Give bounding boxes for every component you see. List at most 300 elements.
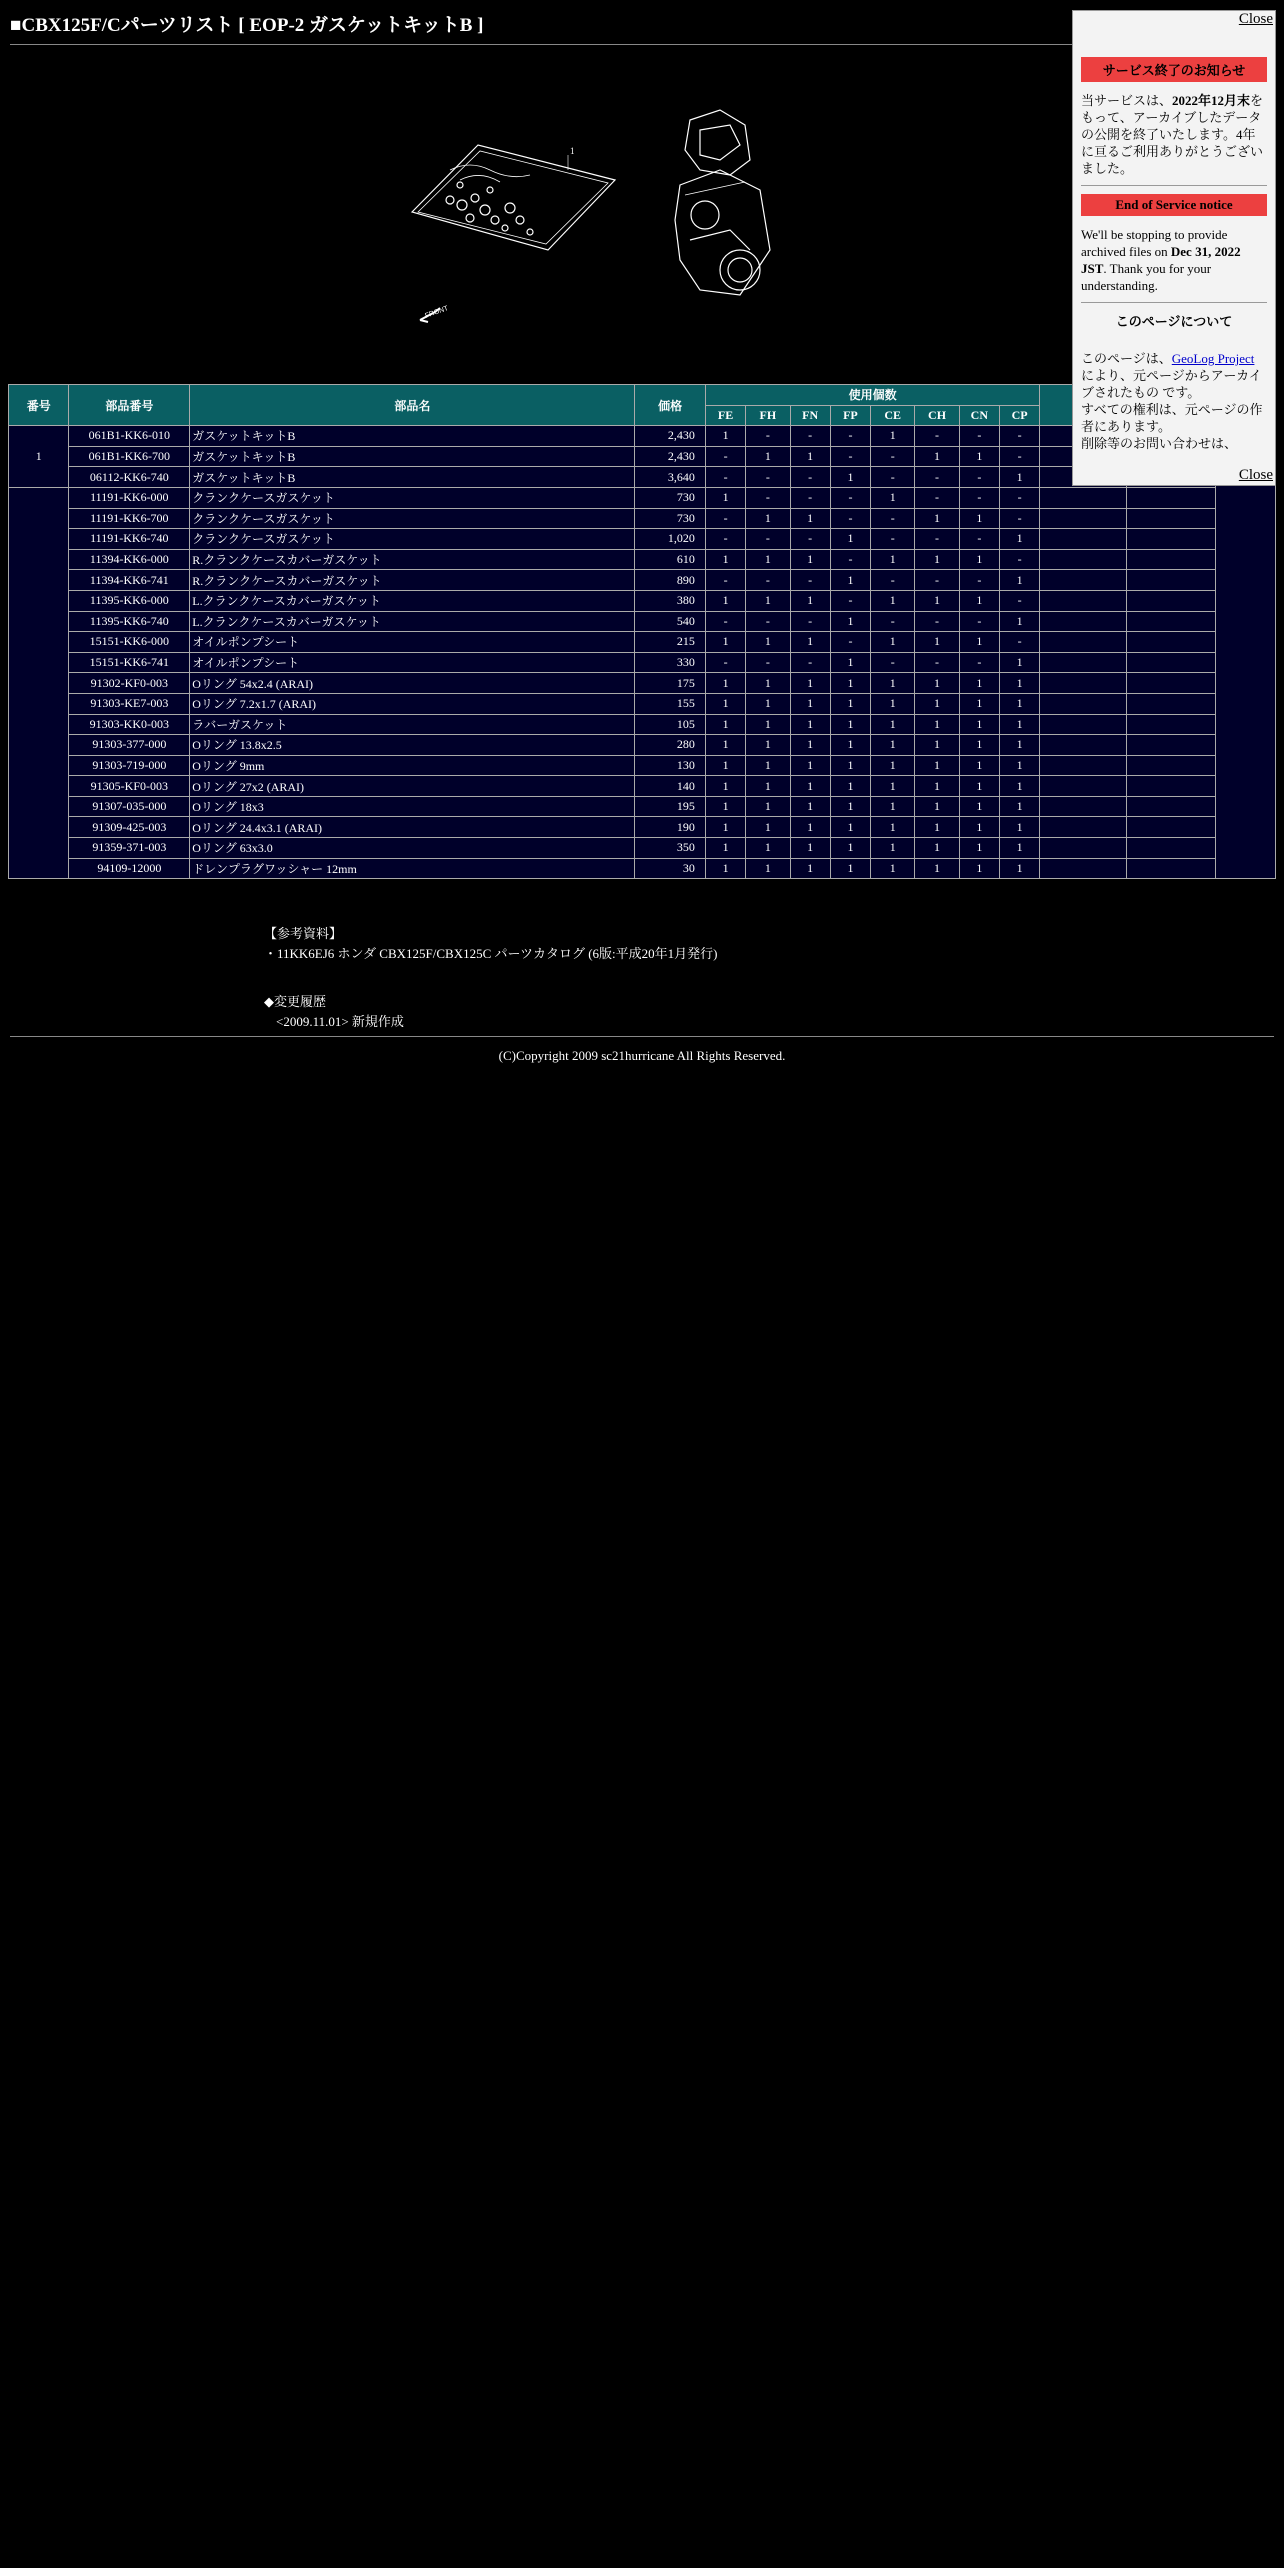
cell-qty: 1 — [746, 508, 790, 529]
cell-qty: - — [705, 508, 745, 529]
table-row — [9, 529, 1276, 550]
cell-price: 3,640 — [635, 467, 706, 488]
cell-qty: 1 — [871, 858, 915, 879]
popup-divider — [1081, 302, 1267, 303]
cell-qty: 1 — [790, 796, 830, 817]
cell-qty: - — [871, 611, 915, 632]
cell-part-number: 11395-KK6-000 — [69, 590, 190, 611]
cell-qty: - — [746, 652, 790, 673]
table-row — [9, 570, 1276, 591]
cell-price: 195 — [635, 796, 706, 817]
cell-extra — [1126, 570, 1215, 591]
cell-qty: 1 — [746, 776, 790, 797]
cell-qty: 1 — [871, 838, 915, 859]
cell-qty: 1 — [871, 693, 915, 714]
cell-qty: 1 — [871, 735, 915, 756]
cell-qty: - — [746, 467, 790, 488]
cell-part-number: 91305-KF0-003 — [69, 776, 190, 797]
geolog-link[interactable]: GeoLog Project — [1171, 351, 1255, 366]
front-arrow-label: FRONT — [424, 305, 450, 320]
cell-extra — [1126, 508, 1215, 529]
table-row — [9, 817, 1276, 838]
cell-part-number: 91303-KK0-003 — [69, 714, 190, 735]
table-row — [9, 796, 1276, 817]
cell-qty: 1 — [871, 632, 915, 653]
cell-qty: 1 — [830, 838, 870, 859]
cell-qty: - — [959, 487, 999, 508]
cell-qty: - — [871, 570, 915, 591]
cell-qty: - — [915, 487, 959, 508]
about-title: このページについて — [1115, 314, 1233, 329]
cell-qty: - — [790, 467, 830, 488]
cell-extra — [1126, 755, 1215, 776]
cell-qty: 1 — [959, 714, 999, 735]
cell-qty: 1 — [999, 838, 1039, 859]
cell-qty: 1 — [999, 652, 1039, 673]
cell-qty: - — [871, 446, 915, 467]
page-title: ■CBX125F/Cパーツリスト [ EOP-2 ガスケットキットB ] — [10, 15, 484, 36]
cell-qty: - — [959, 529, 999, 550]
cell-qty: 1 — [915, 817, 959, 838]
cell-qty: 1 — [915, 446, 959, 467]
cell-part-number: 11191-KK6-700 — [69, 508, 190, 529]
cell-qty: - — [830, 549, 870, 570]
cell-qty: - — [705, 529, 745, 550]
cell-extra — [1040, 487, 1127, 508]
table-row — [9, 632, 1276, 653]
cell-qty: 1 — [999, 817, 1039, 838]
about-text: このページは、GeoLog Projectにより、元ページからアーカイブされたもの です。 すべての権利は、元ページの作者にあります。 削除等のお問い合わせは、 — [1081, 351, 1263, 451]
cell-part-name: R.クランクケースカバーガスケット — [190, 549, 635, 570]
table-row — [9, 838, 1276, 859]
cell-qty: - — [790, 570, 830, 591]
cell-qty: 1 — [746, 755, 790, 776]
cell-part-name: L.クランクケースカバーガスケット — [190, 590, 635, 611]
cell-qty: 1 — [959, 858, 999, 879]
col-header-model: CE — [871, 405, 915, 426]
cell-extra — [1040, 549, 1127, 570]
cell-qty: 1 — [830, 611, 870, 632]
col-header-model: FP — [830, 405, 870, 426]
cell-part-name: オイルポンプシート — [190, 632, 635, 653]
cell-qty: 1 — [746, 714, 790, 735]
cell-price: 140 — [635, 776, 706, 797]
table-row — [9, 693, 1276, 714]
cell-part-number: 91303-KE7-003 — [69, 693, 190, 714]
cell-extra — [1040, 611, 1127, 632]
cell-extra — [1126, 673, 1215, 694]
cell-qty: - — [871, 508, 915, 529]
table-row — [9, 755, 1276, 776]
table-row — [9, 549, 1276, 570]
parts-body — [9, 426, 1276, 879]
cell-price: 280 — [635, 735, 706, 756]
cell-qty: 1 — [999, 858, 1039, 879]
history-item: <2009.11.01> 新規作成 — [276, 1014, 404, 1029]
cell-price: 540 — [635, 611, 706, 632]
cell-part-name: ガスケットキットB — [190, 426, 635, 447]
cell-extra — [1040, 590, 1127, 611]
cell-extra — [1126, 632, 1215, 653]
cell-price: 890 — [635, 570, 706, 591]
cell-qty: 1 — [959, 796, 999, 817]
cell-qty: 1 — [746, 735, 790, 756]
cell-qty: - — [871, 529, 915, 550]
cell-qty: - — [999, 426, 1039, 447]
cell-qty: - — [915, 611, 959, 632]
table-row — [9, 714, 1276, 735]
cell-qty: 1 — [830, 570, 870, 591]
cell-qty: - — [830, 590, 870, 611]
cell-price: 130 — [635, 755, 706, 776]
cell-qty: 1 — [705, 487, 745, 508]
cell-part-number: 15151-KK6-741 — [69, 652, 190, 673]
col-header-model: CH — [915, 405, 959, 426]
diagram-ref-number: 1 — [570, 146, 575, 156]
cell-qty: 1 — [871, 755, 915, 776]
cell-qty: - — [959, 611, 999, 632]
cell-qty: - — [790, 529, 830, 550]
cell-extra — [1126, 693, 1215, 714]
copyright: (C)Copyright 2009 sc21hurricane All Rights Reserved. — [498, 1048, 786, 1063]
cell-qty: 1 — [746, 673, 790, 694]
table-row — [9, 673, 1276, 694]
col-header-usage: 使用個数 — [705, 385, 1039, 406]
cell-qty: - — [746, 611, 790, 632]
cell-qty: 1 — [705, 590, 745, 611]
cell-qty: 1 — [871, 590, 915, 611]
cell-extra — [1040, 673, 1127, 694]
jp-notice-banner: サービス終了のお知らせ — [1081, 57, 1267, 82]
cell-qty: - — [999, 632, 1039, 653]
cell-extra — [1126, 487, 1215, 508]
cell-qty: 1 — [830, 817, 870, 838]
cell-part-name: ガスケットキットB — [190, 446, 635, 467]
cell-qty: - — [915, 652, 959, 673]
cell-part-name: クランクケースガスケット — [190, 529, 635, 550]
cell-part-number: 15151-KK6-000 — [69, 632, 190, 653]
cell-part-name: Oリング 9mm — [190, 755, 635, 776]
references-item: ・11KK6EJ6 ホンダ CBX125F/CBX125C パーツカタログ (6版:平成20年1月発行) — [264, 946, 718, 961]
cell-part-name: クランクケースガスケット — [190, 487, 635, 508]
table-row — [9, 735, 1276, 756]
cell-part-number: 91309-425-003 — [69, 817, 190, 838]
cell-price: 2,430 — [635, 426, 706, 447]
col-header-model: CP — [999, 405, 1039, 426]
close-link-bottom[interactable]: Close — [1238, 467, 1273, 483]
cell-qty: 1 — [871, 796, 915, 817]
cell-qty: - — [705, 446, 745, 467]
cell-qty: - — [915, 467, 959, 488]
cell-qty: 1 — [790, 714, 830, 735]
cell-part-name: ドレンプラグワッシャー 12mm — [190, 858, 635, 879]
cell-qty: 1 — [746, 796, 790, 817]
en-notice-text: We'll be stopping to provide archived files on Dec 31, 2022 JST. Thank you for your understanding. — [1081, 227, 1241, 293]
cell-qty: 1 — [705, 632, 745, 653]
popup-divider — [1081, 185, 1267, 186]
cell-qty: - — [830, 632, 870, 653]
cell-price: 155 — [635, 693, 706, 714]
cell-qty: - — [790, 611, 830, 632]
table-row — [9, 590, 1276, 611]
cell-qty: - — [790, 426, 830, 447]
cell-group-no: 1 — [9, 426, 69, 488]
cell-part-number: 11395-KK6-740 — [69, 611, 190, 632]
cell-qty: - — [871, 652, 915, 673]
cell-extra — [1040, 529, 1127, 550]
cell-qty: 1 — [746, 838, 790, 859]
cell-qty: 1 — [999, 714, 1039, 735]
cell-qty: - — [999, 487, 1039, 508]
cell-part-name: Oリング 13.8x2.5 — [190, 735, 635, 756]
cell-qty: - — [999, 590, 1039, 611]
cell-qty: - — [915, 529, 959, 550]
cell-qty: 1 — [959, 673, 999, 694]
cell-qty: - — [705, 570, 745, 591]
table-row — [9, 487, 1276, 508]
table-row — [9, 508, 1276, 529]
cell-qty: 1 — [915, 590, 959, 611]
cell-qty: 1 — [959, 508, 999, 529]
cell-qty: 1 — [959, 817, 999, 838]
cell-qty: 1 — [830, 735, 870, 756]
cell-qty: - — [999, 446, 1039, 467]
cell-extra — [1126, 796, 1215, 817]
cell-qty: - — [999, 549, 1039, 570]
cell-qty: 1 — [959, 838, 999, 859]
cell-part-name: Oリング 63x3.0 — [190, 838, 635, 859]
cell-qty: - — [790, 652, 830, 673]
cell-qty: 1 — [746, 549, 790, 570]
cell-qty: 1 — [959, 549, 999, 570]
col-header-price: 価格 — [635, 385, 706, 426]
cell-price: 610 — [635, 549, 706, 570]
table-row — [9, 776, 1276, 797]
cell-qty: 1 — [871, 549, 915, 570]
cell-extra — [1126, 549, 1215, 570]
cell-qty: 1 — [999, 796, 1039, 817]
cell-qty: 1 — [746, 858, 790, 879]
cell-qty: 1 — [830, 755, 870, 776]
cell-qty: - — [959, 570, 999, 591]
cell-part-number: 91359-371-003 — [69, 838, 190, 859]
cell-extra — [1040, 817, 1127, 838]
footer-divider — [10, 1036, 1274, 1037]
cell-qty: 1 — [915, 735, 959, 756]
cell-extra — [1126, 529, 1215, 550]
cell-qty: 1 — [746, 693, 790, 714]
cell-part-number: 11191-KK6-740 — [69, 529, 190, 550]
cell-qty: 1 — [830, 714, 870, 735]
cell-extra — [1126, 652, 1215, 673]
cell-qty: - — [915, 570, 959, 591]
cell-qty: 1 — [790, 632, 830, 653]
cell-qty: 1 — [830, 652, 870, 673]
cell-extra — [1040, 796, 1127, 817]
cell-part-name: ラバーガスケット — [190, 714, 635, 735]
cell-part-number: 91303-377-000 — [69, 735, 190, 756]
cell-qty: - — [959, 426, 999, 447]
cell-qty: 1 — [790, 776, 830, 797]
cell-qty: - — [705, 467, 745, 488]
cell-extra — [1126, 611, 1215, 632]
table-row — [9, 652, 1276, 673]
cell-qty: 1 — [871, 487, 915, 508]
cell-qty: 1 — [705, 838, 745, 859]
cell-qty: 1 — [999, 467, 1039, 488]
cell-qty: 1 — [915, 508, 959, 529]
cell-qty: 1 — [830, 693, 870, 714]
cell-qty: 1 — [871, 817, 915, 838]
close-link-top[interactable]: Close — [1238, 11, 1273, 27]
engine-drawing — [675, 110, 770, 295]
cell-part-number: 11394-KK6-741 — [69, 570, 190, 591]
cell-part-number: 91302-KF0-003 — [69, 673, 190, 694]
cell-qty: - — [830, 426, 870, 447]
cell-extra-span — [1215, 426, 1276, 879]
cell-qty: 1 — [746, 817, 790, 838]
cell-extra — [1040, 755, 1127, 776]
cell-qty: - — [705, 611, 745, 632]
cell-qty: 1 — [830, 529, 870, 550]
cell-qty: - — [959, 467, 999, 488]
cell-price: 2,430 — [635, 446, 706, 467]
cell-qty: 1 — [999, 735, 1039, 756]
cell-qty: 1 — [705, 817, 745, 838]
cell-qty: 1 — [746, 446, 790, 467]
parts-diagram — [400, 100, 840, 340]
cell-part-number: 94109-12000 — [69, 858, 190, 879]
cell-qty: 1 — [915, 673, 959, 694]
cell-qty: 1 — [959, 590, 999, 611]
cell-extra — [1040, 632, 1127, 653]
cell-qty: 1 — [959, 735, 999, 756]
cell-part-name: クランクケースガスケット — [190, 508, 635, 529]
cell-qty: 1 — [830, 467, 870, 488]
cell-part-number: 91307-035-000 — [69, 796, 190, 817]
cell-extra — [1040, 838, 1127, 859]
cell-part-name: ガスケットキットB — [190, 467, 635, 488]
cell-qty: 1 — [871, 776, 915, 797]
cell-qty: 1 — [915, 755, 959, 776]
cell-qty: 1 — [705, 693, 745, 714]
cell-extra — [1040, 693, 1127, 714]
cell-part-number: 11394-KK6-000 — [69, 549, 190, 570]
cell-price: 1,020 — [635, 529, 706, 550]
cell-qty: 1 — [999, 693, 1039, 714]
cell-part-name: R.クランクケースカバーガスケット — [190, 570, 635, 591]
cell-qty: 1 — [915, 714, 959, 735]
cell-qty: - — [871, 467, 915, 488]
cell-qty: - — [830, 446, 870, 467]
cell-qty: 1 — [915, 693, 959, 714]
cell-qty: 1 — [746, 632, 790, 653]
references-section — [264, 924, 718, 1032]
cell-qty: 1 — [705, 714, 745, 735]
cell-qty: - — [999, 508, 1039, 529]
table-row — [9, 858, 1276, 879]
col-header-no: 番号 — [9, 385, 69, 426]
cell-price: 730 — [635, 508, 706, 529]
cell-qty: 1 — [959, 632, 999, 653]
col-header-model: CN — [959, 405, 999, 426]
service-notice-popup — [1072, 10, 1276, 486]
cell-extra — [1040, 776, 1127, 797]
col-header-model: FE — [705, 405, 745, 426]
cell-qty: 1 — [871, 714, 915, 735]
cell-qty: 1 — [790, 817, 830, 838]
cell-qty: - — [959, 652, 999, 673]
cell-qty: 1 — [871, 673, 915, 694]
cell-price: 730 — [635, 487, 706, 508]
cell-qty: 1 — [915, 796, 959, 817]
cell-qty: 1 — [790, 446, 830, 467]
cell-qty: 1 — [790, 858, 830, 879]
cell-part-name: Oリング 24.4x3.1 (ARAI) — [190, 817, 635, 838]
cell-qty: 1 — [790, 693, 830, 714]
cell-extra — [1126, 817, 1215, 838]
cell-qty: 1 — [915, 776, 959, 797]
col-header-model: FN — [790, 405, 830, 426]
cell-qty: 1 — [705, 755, 745, 776]
cell-qty: 1 — [999, 755, 1039, 776]
cell-qty: 1 — [959, 776, 999, 797]
cell-qty: 1 — [705, 426, 745, 447]
cell-extra — [1126, 590, 1215, 611]
cell-qty: - — [705, 652, 745, 673]
cell-qty: 1 — [790, 838, 830, 859]
cell-qty: 1 — [999, 611, 1039, 632]
cell-qty: 1 — [959, 693, 999, 714]
cell-extra — [1126, 735, 1215, 756]
cell-price: 190 — [635, 817, 706, 838]
en-notice-banner: End of Service notice — [1081, 194, 1267, 216]
cell-qty: 1 — [915, 838, 959, 859]
cell-extra — [1126, 776, 1215, 797]
cell-qty: 1 — [790, 673, 830, 694]
cell-qty: 1 — [705, 858, 745, 879]
gasket-kit-drawing — [412, 145, 615, 250]
cell-qty: 1 — [790, 549, 830, 570]
cell-price: 215 — [635, 632, 706, 653]
cell-qty: - — [746, 570, 790, 591]
cell-extra — [1126, 714, 1215, 735]
cell-price: 30 — [635, 858, 706, 879]
cell-part-name: Oリング 7.2x1.7 (ARAI) — [190, 693, 635, 714]
cell-price: 175 — [635, 673, 706, 694]
cell-extra — [1040, 570, 1127, 591]
cell-qty: 1 — [915, 632, 959, 653]
cell-part-number: 061B1-KK6-010 — [69, 426, 190, 447]
cell-qty: 1 — [999, 776, 1039, 797]
cell-qty: 1 — [999, 673, 1039, 694]
cell-extra — [1040, 858, 1127, 879]
cell-part-name: L.クランクケースカバーガスケット — [190, 611, 635, 632]
cell-qty: 1 — [999, 570, 1039, 591]
cell-qty: 1 — [830, 673, 870, 694]
cell-extra — [1040, 714, 1127, 735]
cell-part-name: Oリング 27x2 (ARAI) — [190, 776, 635, 797]
cell-part-name: オイルポンプシート — [190, 652, 635, 673]
col-header-part-name: 部品名 — [190, 385, 635, 426]
cell-qty: 1 — [999, 529, 1039, 550]
cell-qty: 1 — [705, 673, 745, 694]
cell-qty: - — [746, 426, 790, 447]
cell-qty: - — [830, 487, 870, 508]
cell-qty: 1 — [705, 796, 745, 817]
cell-price: 350 — [635, 838, 706, 859]
jp-notice-text: 当サービスは、2022年12月末をもって、アーカイブしたデータの公開を終了いたします。4年に亘るご利用ありがとうございました。 — [1081, 93, 1264, 176]
